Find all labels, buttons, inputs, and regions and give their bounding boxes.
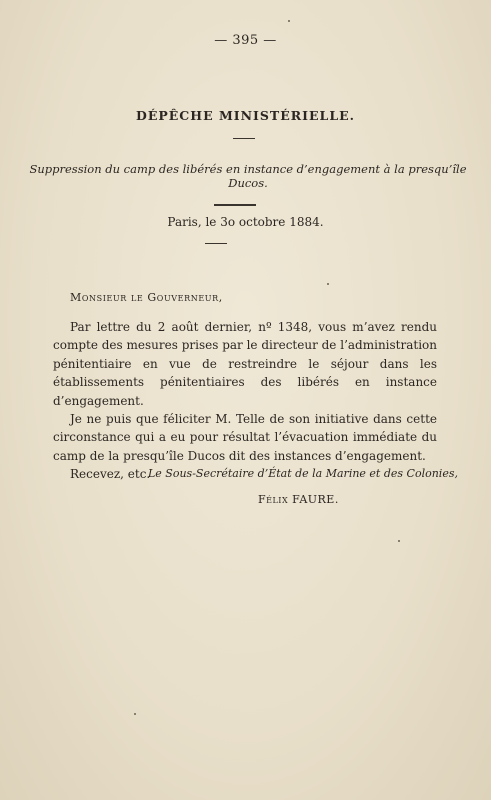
paper-speck [398, 540, 400, 542]
salutation [70, 291, 223, 304]
body-paragraph: Par lettre du 2 août dernier, nº 1348, vous m’avez rendu compte des mesures prises par le directeur de l’administration pénitentiaire en vue de restreindre le séjour dans les établissements pénitentiaires des libérés en instance d’engagement. [53, 320, 437, 408]
document-subject: Suppression du camp des libérés en instance d’engagement à la presqu’île Ducos. [29, 162, 467, 190]
paper-speck [288, 20, 290, 22]
dateline: Paris, le 3o octobre 1884. [167, 215, 324, 229]
closing-line: Recevez, etc. [70, 467, 151, 482]
signature-title: Le Sous-Secrétaire d’État de la Marine et des Colonies, [148, 467, 458, 480]
divider-rule [205, 243, 227, 244]
divider-rule [233, 138, 255, 139]
paper-speck [327, 283, 329, 285]
letter-body [53, 318, 437, 484]
document-heading: DÉPÊCHE MINISTÉRIELLE. [136, 108, 355, 123]
divider-rule [214, 204, 256, 206]
salutation-text: Monsieur le Gouverneur, [70, 291, 223, 304]
signature-name: Félix FAURE. [258, 493, 339, 506]
page-number: — 395 — [214, 33, 277, 48]
body-paragraph: Je ne puis que féliciter M. Telle de son initiative dans cette circonstance qui a eu pour résultat l’évacuation immédiate du camp de la presqu’île Ducos dit des instances d’engagement. [53, 412, 437, 463]
paper-speck [134, 713, 136, 715]
